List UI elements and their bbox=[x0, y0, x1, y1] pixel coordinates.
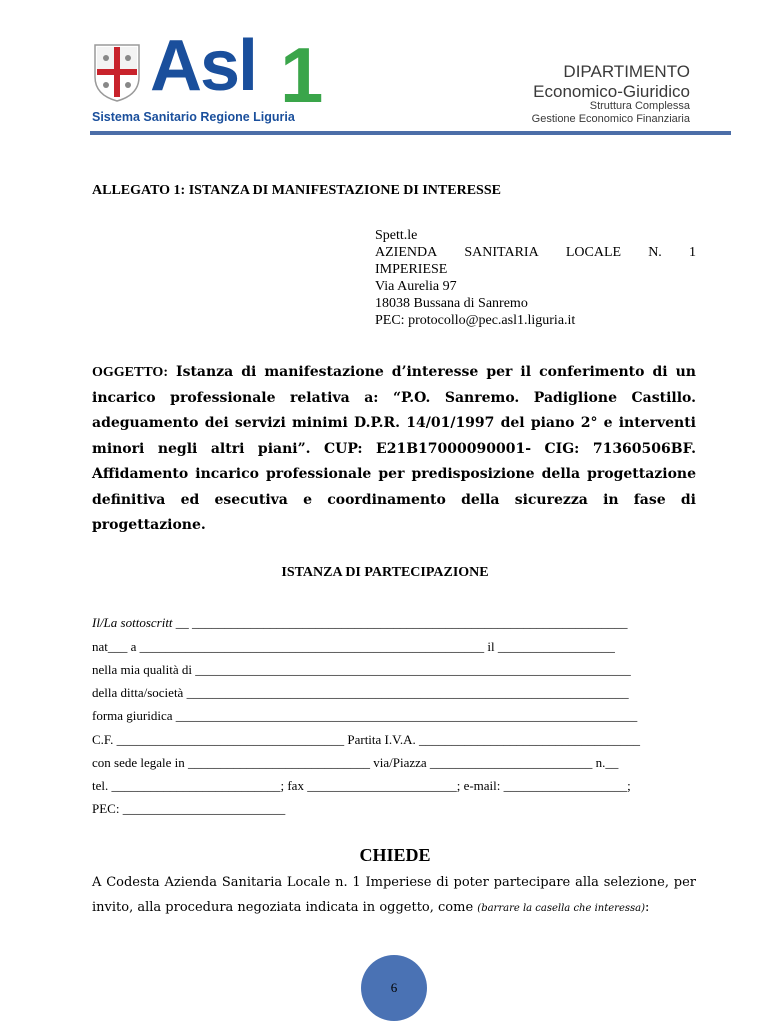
recipient-city: 18038 Bussana di Sanremo bbox=[375, 296, 528, 311]
form-label-sottoscritto: Il/La sottoscritt bbox=[92, 615, 173, 630]
subject-text: Istanza di manifestazione d’interesse per il conferimento di un incarico professionale relativa a: “P.O. Sanremo. Padiglione Castillo. adeguamento dei servizi minimi D.P.R. 14/01/1997 del piano 2° e interventi minori negli altri piani”. CUP: E21B17000090001- CIG: 71360506BF. Affidamento incarico professionale per predisposizione della progettazione definitiva ed esecutiva e coordinamento della sicurezza in fase di progettazione. bbox=[92, 364, 696, 533]
liguria-crest-logo bbox=[93, 43, 141, 103]
recipient-name-word: 1 bbox=[688, 245, 696, 260]
recipient-salutation: Spett.le bbox=[375, 228, 418, 243]
department-structure: Struttura Complessa bbox=[589, 100, 690, 112]
recipient-name-line2: IMPERIESE bbox=[375, 262, 448, 277]
recipient-name-word: LOCALE bbox=[565, 245, 622, 260]
page-number-badge bbox=[361, 955, 427, 1021]
request-heading: CHIEDE bbox=[359, 845, 431, 865]
form-line-name bbox=[92, 615, 628, 631]
recipient-name-word: SANITARIA bbox=[464, 245, 539, 260]
form-line-tax-codes: C.F. ___________________________________ Partita I.V.A. __________________________________ bbox=[92, 732, 640, 747]
subject-label: OGGETTO: bbox=[92, 365, 168, 380]
subject-paragraph bbox=[92, 360, 696, 539]
attachment-title: ALLEGATO 1: ISTANZA DI MANIFESTAZIONE DI INTERESSE bbox=[92, 183, 501, 198]
recipient-name-word: AZIENDA bbox=[375, 245, 438, 260]
request-note: (barrare la casella che interessa) bbox=[477, 903, 645, 914]
form-line-role: nella mia qualità di ___________________________________________________________________ bbox=[92, 662, 631, 677]
recipient-street: Via Aurelia 97 bbox=[375, 279, 457, 294]
section-title: ISTANZA DI PARTECIPAZIONE bbox=[281, 565, 489, 580]
form-line-company: della ditta/società ____________________________________________________________________ bbox=[92, 685, 629, 700]
form-line-pec: PEC: _________________________ bbox=[92, 801, 286, 816]
logo-subtitle: Sistema Sanitario Regione Liguria bbox=[92, 110, 295, 124]
form-line-legal-form: forma giuridica _______________________________________________________________________ bbox=[92, 708, 638, 723]
form-line-address: con sede legale in ____________________________ via/Piazza _________________________ n.__ bbox=[92, 755, 619, 770]
department-subtitle: Economico-Giuridico bbox=[533, 82, 690, 101]
request-text: A Codesta Azienda Sanitaria Locale n. 1 Imperiese di poter partecipare alla selezione, per invito, alla procedura negoziata indicata in oggetto, come bbox=[92, 875, 696, 915]
header-divider bbox=[90, 131, 731, 135]
form-line-birth: nat___ a _____________________________________________________ il __________________ bbox=[92, 639, 615, 654]
logo-digit: 1 bbox=[280, 31, 324, 119]
form-line-contacts: tel. __________________________; fax _______________________; e-mail: ___________________; bbox=[92, 778, 631, 793]
page-number: 6 bbox=[390, 980, 398, 995]
recipient-pec: PEC: protocollo@pec.asl1.liguria.it bbox=[375, 313, 576, 328]
department-title: DIPARTIMENTO bbox=[563, 62, 690, 81]
logo-wordmark: Asl bbox=[150, 26, 257, 106]
request-end: : bbox=[645, 900, 650, 915]
department-unit: Gestione Economico Finanziaria bbox=[531, 113, 690, 125]
request-paragraph bbox=[92, 870, 696, 921]
recipient-name-word: N. bbox=[648, 245, 662, 260]
recipient-name-line1 bbox=[375, 244, 696, 261]
form-blank: __ ___________________________________________________________________ bbox=[172, 615, 628, 630]
